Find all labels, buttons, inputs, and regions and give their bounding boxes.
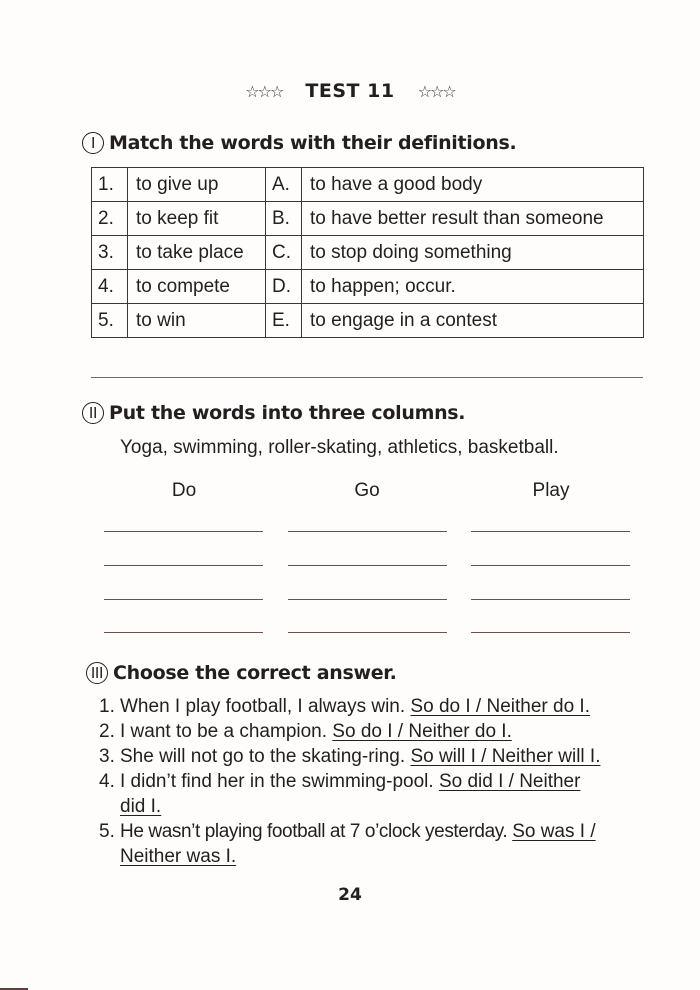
word-list: Yoga, swimming, roller-skating, athletics, basketball. (120, 437, 559, 458)
answer-line[interactable] (104, 565, 263, 566)
row-word: to keep fit (128, 202, 266, 236)
row-letter: C. (266, 236, 302, 270)
row-number: 2. (92, 202, 128, 236)
section-2-title: Put the words into three columns. (109, 402, 466, 424)
answer-options[interactable]: So did I / Neither (438, 771, 581, 792)
row-number: 4. (92, 270, 128, 304)
answer-line[interactable] (104, 599, 263, 600)
question-item (99, 694, 649, 719)
table-row (92, 236, 644, 270)
answer-line[interactable] (471, 632, 630, 633)
answer-options[interactable]: So do I / Neither do I. (410, 696, 590, 717)
question-number: 5. (99, 821, 115, 842)
answer-options[interactable]: So will I / Neither will I. (410, 746, 601, 767)
row-word: to win (128, 304, 266, 338)
row-letter: A. (266, 168, 302, 202)
answer-line[interactable] (104, 531, 263, 532)
answer-options[interactable]: Neither was I. (120, 846, 237, 867)
question-number: 2. (99, 721, 115, 742)
section-3-numeral: III (86, 662, 108, 684)
answer-options[interactable]: So do I / Neither do I. (332, 721, 512, 742)
table-row (92, 202, 644, 236)
row-definition: to happen; occur. (302, 270, 644, 304)
answer-line[interactable] (288, 632, 447, 633)
column-heading-play: Play (532, 480, 570, 501)
row-number: 3. (92, 236, 128, 270)
test-title-text: TEST 11 (305, 80, 395, 102)
answer-line[interactable] (104, 632, 263, 633)
row-letter: E. (266, 304, 302, 338)
section-3-heading (86, 662, 397, 684)
stars-left-icon: ☆☆☆ (245, 82, 283, 101)
answer-line[interactable] (288, 599, 447, 600)
question-item (99, 744, 649, 769)
matching-table (91, 167, 644, 338)
row-number: 1. (92, 168, 128, 202)
question-number: 3. (99, 746, 115, 767)
answer-options[interactable]: So was I / (512, 821, 596, 842)
question-item (99, 769, 649, 819)
section-3-title: Choose the correct answer. (113, 662, 397, 684)
question-text: I didn’t find her in the swimming-pool. (120, 771, 439, 792)
question-number: 4. (99, 771, 115, 792)
row-word: to give up (128, 168, 266, 202)
answer-line[interactable] (288, 531, 447, 532)
answer-line[interactable] (471, 599, 630, 600)
section-1-heading (82, 132, 516, 154)
section-divider (91, 377, 643, 378)
row-word: to take place (128, 236, 266, 270)
row-definition: to engage in a contest (302, 304, 644, 338)
question-text: She will not go to the skating-ring. (120, 746, 411, 767)
answer-line[interactable] (471, 531, 630, 532)
question-number: 1. (99, 696, 115, 717)
table-row (92, 304, 644, 338)
row-definition: to have better result than someone (302, 202, 644, 236)
question-text: When I play football, I always win. (120, 696, 411, 717)
answer-line[interactable] (471, 565, 630, 566)
section-1-title: Match the words with their definitions. (109, 132, 517, 154)
row-letter: D. (266, 270, 302, 304)
answer-line[interactable] (288, 565, 447, 566)
question-item (99, 819, 649, 869)
row-word: to compete (128, 270, 266, 304)
row-definition: to stop doing something (302, 236, 644, 270)
section-1-numeral: I (82, 132, 104, 154)
column-heading-do: Do (171, 480, 197, 501)
page-number: 24 (338, 885, 362, 905)
answer-options[interactable]: did I. (120, 796, 162, 817)
row-definition: to have a good body (302, 168, 644, 202)
section-2-heading (82, 402, 465, 424)
row-number: 5. (92, 304, 128, 338)
question-text: He wasn’t playing football at 7 o’clock yesterday. (120, 821, 513, 842)
test-title (0, 80, 700, 102)
table-row (92, 168, 644, 202)
row-letter: B. (266, 202, 302, 236)
question-text: I want to be a champion. (120, 721, 333, 742)
column-heading-go: Go (354, 480, 380, 501)
stars-right-icon: ☆☆☆ (417, 82, 455, 101)
section-2-numeral: II (82, 402, 104, 424)
question-item (99, 719, 649, 744)
table-row (92, 270, 644, 304)
